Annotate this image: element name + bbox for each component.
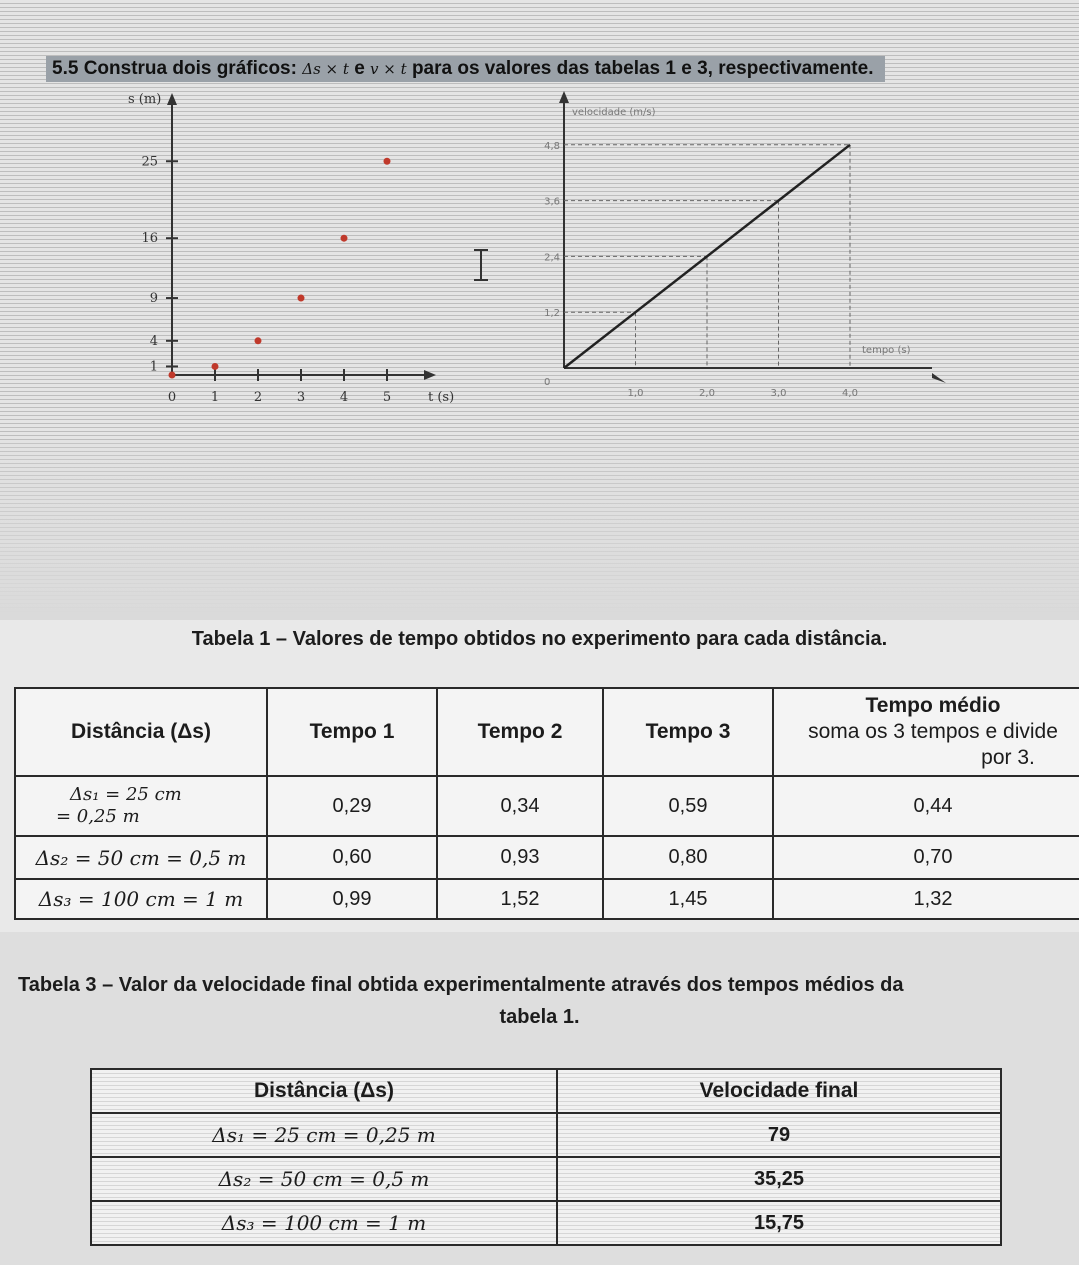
table1-row2-t3: 0,80	[603, 836, 773, 879]
table3-row1-velocity: 79	[557, 1113, 1001, 1157]
table3-row2-distance: Δs₂ = 50 cm = 0,5 m	[91, 1157, 557, 1201]
chart1-data-point	[255, 337, 262, 344]
table-row	[91, 1201, 1001, 1245]
table1-section	[0, 620, 1079, 932]
table-row	[15, 879, 1079, 919]
table1-row2-avg: 0,70	[773, 836, 1079, 879]
table1-row1-t2: 0,34	[437, 776, 603, 836]
table-row	[91, 1157, 1001, 1201]
table3-header-velocity: Velocidade final	[557, 1069, 1001, 1113]
table3-header-row	[91, 1069, 1001, 1113]
table1-row1-t3: 0,59	[603, 776, 773, 836]
chart2-x-tick-label: 4,0	[842, 388, 858, 399]
chart2-y-tick-label: 4,8	[544, 140, 560, 152]
table1-row2-distance: Δs₂ = 50 cm = 0,5 m	[15, 836, 267, 879]
table1-row3-t1: 0,99	[267, 879, 437, 919]
table-row	[91, 1113, 1001, 1157]
table1-header-tempo3: Tempo 3	[603, 688, 773, 776]
table3-row1-distance: Δs₁ = 25 cm = 0,25 m	[91, 1113, 557, 1157]
chart2-axes	[559, 91, 946, 383]
faded-background	[0, 440, 1079, 620]
chart1-y-label: s (m)	[128, 92, 162, 107]
table1-row1-distance	[15, 776, 267, 836]
table1-row1-avg: 0,44	[773, 776, 1079, 836]
table3-caption-line2: tabela 1.	[499, 1006, 580, 1028]
graph2-formula: v × t	[370, 60, 407, 78]
table1-row1-t1: 0,29	[267, 776, 437, 836]
table1-row1-distance-line1: Δs₁ = 25 cm	[70, 784, 182, 805]
table1-caption: Tabela 1 – Valores de tempo obtidos no experimento para cada distância.	[191, 628, 888, 650]
text-cursor-icon	[470, 248, 492, 282]
chart1-x-tick-label: 0	[167, 390, 177, 405]
question-title	[46, 56, 885, 82]
table3-row3-velocity: 15,75	[557, 1201, 1001, 1245]
question-prefix: 5.5 Construa dois gráficos:	[52, 58, 297, 79]
chart1-data-point	[169, 372, 176, 379]
chart1-data-point	[384, 158, 391, 165]
table3-row2-velocity: 35,25	[557, 1157, 1001, 1201]
table1-header-avg-line1: Tempo médio	[865, 694, 1001, 717]
table1-header-distance: Distância (Δs)	[15, 688, 267, 776]
distance-time-chart	[110, 85, 470, 415]
chart2-y-label: velocidade (m/s)	[572, 107, 656, 118]
table1-row2-t2: 0,93	[437, 836, 603, 879]
table1-header-avg	[773, 688, 1079, 776]
chart1-axes	[167, 93, 436, 380]
chart2-y-tick-label: 1,2	[544, 308, 560, 320]
chart1-y-tick-label: 16	[141, 231, 158, 247]
chart1-y-arrow	[167, 93, 177, 105]
chart1-data-point	[298, 295, 305, 302]
chart1-y-tick-label: 4	[149, 333, 158, 349]
chart1-y-tick-label: 25	[141, 154, 158, 170]
table1-row3-t3: 1,45	[603, 879, 773, 919]
chart1-x-label: t (s)	[428, 390, 455, 405]
table-row	[15, 776, 1079, 836]
table1-header-avg-line3: por 3.	[981, 746, 1035, 769]
chart1-data-point	[341, 235, 348, 242]
chart1-y-tick-label: 1	[149, 359, 158, 375]
velocity-time-chart	[520, 85, 960, 415]
chart1-x-tick-label: 3	[296, 390, 306, 405]
table3-section	[0, 932, 1079, 1265]
chart1-x-tick-label: 2	[253, 390, 263, 405]
chart2-x-tick-label: 3,0	[770, 388, 787, 399]
table1-row3-t2: 1,52	[437, 879, 603, 919]
table1-header-tempo2: Tempo 2	[437, 688, 603, 776]
chart2-x-arrow	[932, 373, 946, 383]
table3-header-distance: Distância (Δs)	[91, 1069, 557, 1113]
table1-header-row	[15, 688, 1079, 776]
graph1-formula: Δs × t	[302, 60, 349, 78]
table1-row2-t1: 0,60	[267, 836, 437, 879]
chart1-x-tick-label: 5	[382, 390, 392, 405]
question-connector: e	[354, 58, 365, 79]
chart2-x-tick-label: 2,0	[699, 388, 715, 399]
table1-row1-distance-line2: = 0,25 m	[56, 806, 140, 827]
chart1-data-point	[212, 363, 219, 370]
chart2-y-tick-label: 2,4	[544, 252, 560, 264]
table1-header-tempo1: Tempo 1	[267, 688, 437, 776]
chart2-y-tick-label: 3,6	[544, 196, 560, 208]
table3	[90, 1068, 1002, 1246]
chart2-x-tick-label: 1,0	[627, 388, 644, 399]
table1-row3-avg: 1,32	[773, 879, 1079, 919]
chart2-origin-label: 0	[544, 377, 551, 388]
chart2-x-label: tempo (s)	[862, 345, 911, 356]
table1-header-avg-line2: soma os 3 tempos e divide	[808, 720, 1058, 743]
chart1-x-arrow	[424, 370, 436, 380]
question-suffix: para os valores das tabelas 1 e 3, respectivamente.	[411, 58, 874, 79]
table3-caption-line1: Tabela 3 – Valor da velocidade final obtida experimentalmente através dos tempos médios da	[18, 974, 904, 996]
table1	[14, 687, 1079, 920]
chart1-x-tick-label: 1	[210, 390, 220, 405]
chart1-x-tick-label: 4	[339, 390, 349, 405]
chart1-y-tick-label: 9	[149, 291, 158, 307]
table1-row3-distance: Δs₃ = 100 cm = 1 m	[15, 879, 267, 919]
chart2-y-arrow	[559, 91, 569, 103]
table-row	[15, 836, 1079, 879]
table3-row3-distance: Δs₃ = 100 cm = 1 m	[91, 1201, 557, 1245]
